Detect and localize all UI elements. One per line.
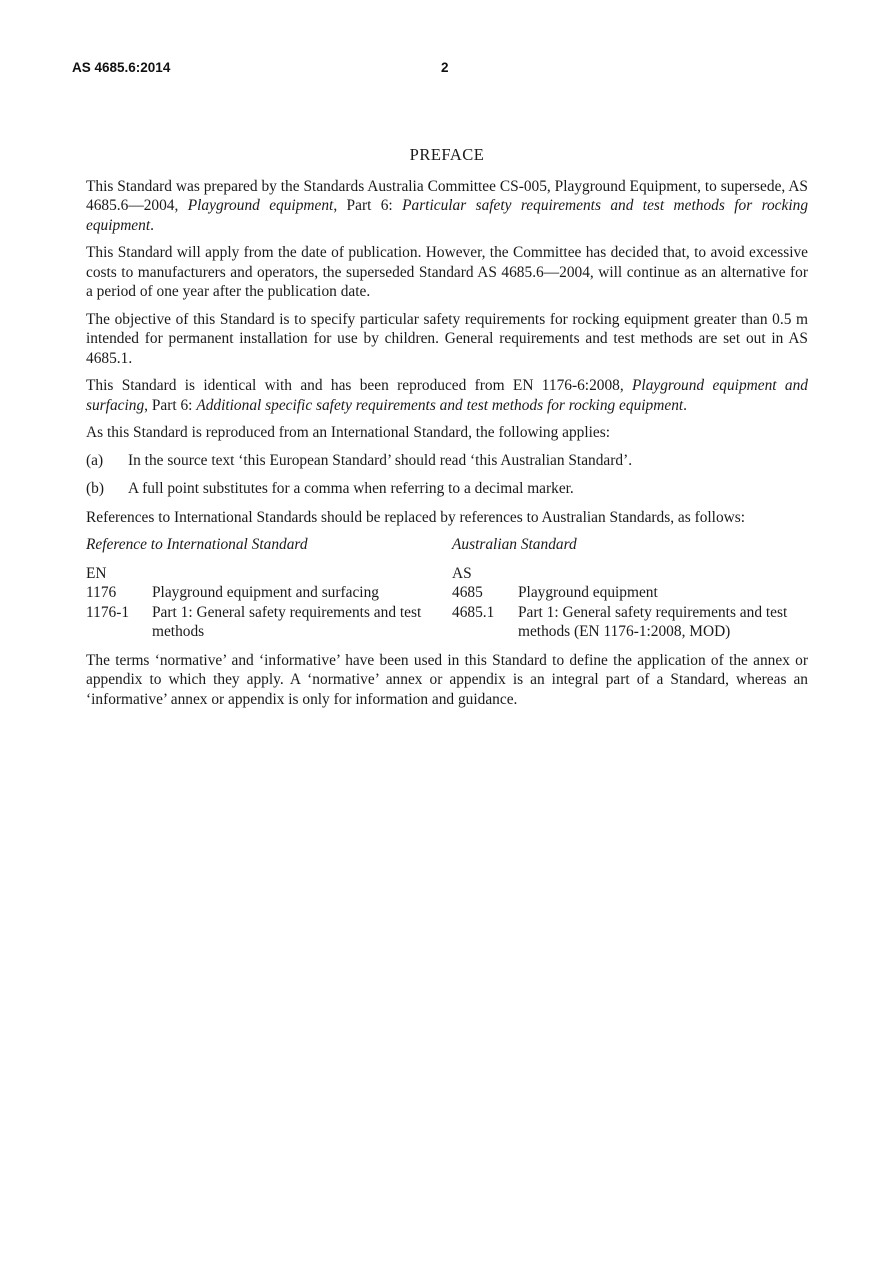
paragraph-applies: As this Standard is reproduced from an International Standard, the following applies: [86,424,611,441]
paragraph-objective: The objective of this Standard is to specify particular safety requirements for rocking equipment greater than 0.5 m intended for permanent installation for use by children. General requirements and test methods are set out in AS 4685.1. [86,310,808,367]
preface-body [86,145,808,717]
intl-title: Part 1: General safety requirements and test methods [152,603,422,640]
list-item-text: A full point substitutes for a comma when referring to a decimal marker. [128,480,574,497]
table-row [86,564,808,584]
aus-number: 4685 [452,584,483,601]
paragraph-application: This Standard will apply from the date of publication. However, the Committee has decided that, to avoid excessive costs to manufacturers and operators, the superseded Standard AS 4685.6—2004, will continue as an alternative for a period of one year after the publication date. [86,244,808,300]
page-number: 2 [441,60,449,75]
column-header-australian: Australian Standard [452,536,577,553]
aus-title: Part 1: General safety requirements and test methods (EN 1176-1:2008, MOD) [518,603,788,640]
aus-title: Playground equipment [518,584,658,601]
intl-title [152,564,452,584]
paragraph-committee: This Standard was prepared by the Standards Australia Committee CS-005, Playground Equipment, to supersede, AS 4685.6—2004, Playground equipment, Part 6: Particular safety requirements and test methods for rocking equipment. [86,177,809,234]
table-row [86,583,808,603]
list-item-label: (a) [86,451,104,469]
paragraph-references: References to International Standards should be replaced by references to Australian Standards, as follows: [86,508,746,526]
column-header-international: Reference to International Standard [86,536,308,553]
list-item-label: (b) [86,480,104,497]
intl-number: 1176 [86,584,117,601]
intl-number: EN [86,564,107,582]
paragraph-identical: This Standard is identical with and has been reproduced from EN 1176-6:2008, Playground equipment and surfacing, Part 6: Additional specific safety requirements and test methods for rocking equipment. [86,377,808,414]
intl-number: 1176-1 [86,603,130,621]
reference-table [86,535,808,642]
document-id: AS 4685.6:2014 [72,60,171,75]
aus-title [518,564,808,584]
list-item-text: In the source text ‘this European Standard’ should read ‘this Australian Standard’. [128,451,633,469]
reference-table-header [86,535,808,564]
intl-title: Playground equipment and surfacing [152,584,379,601]
list-item [86,451,808,471]
table-row [86,603,808,642]
list-item [86,479,808,499]
aus-number: AS [452,564,472,582]
aus-number: 4685.1 [452,603,495,621]
page-title: PREFACE [409,145,485,164]
paragraph-normative: The terms ‘normative’ and ‘informative’ have been used in this Standard to define the application of the annex or appendix to which they apply. A ‘normative’ annex or appendix is an integral part of a Standard, whereas an ‘informative’ annex or appendix is only for information and guidance. [86,651,808,708]
